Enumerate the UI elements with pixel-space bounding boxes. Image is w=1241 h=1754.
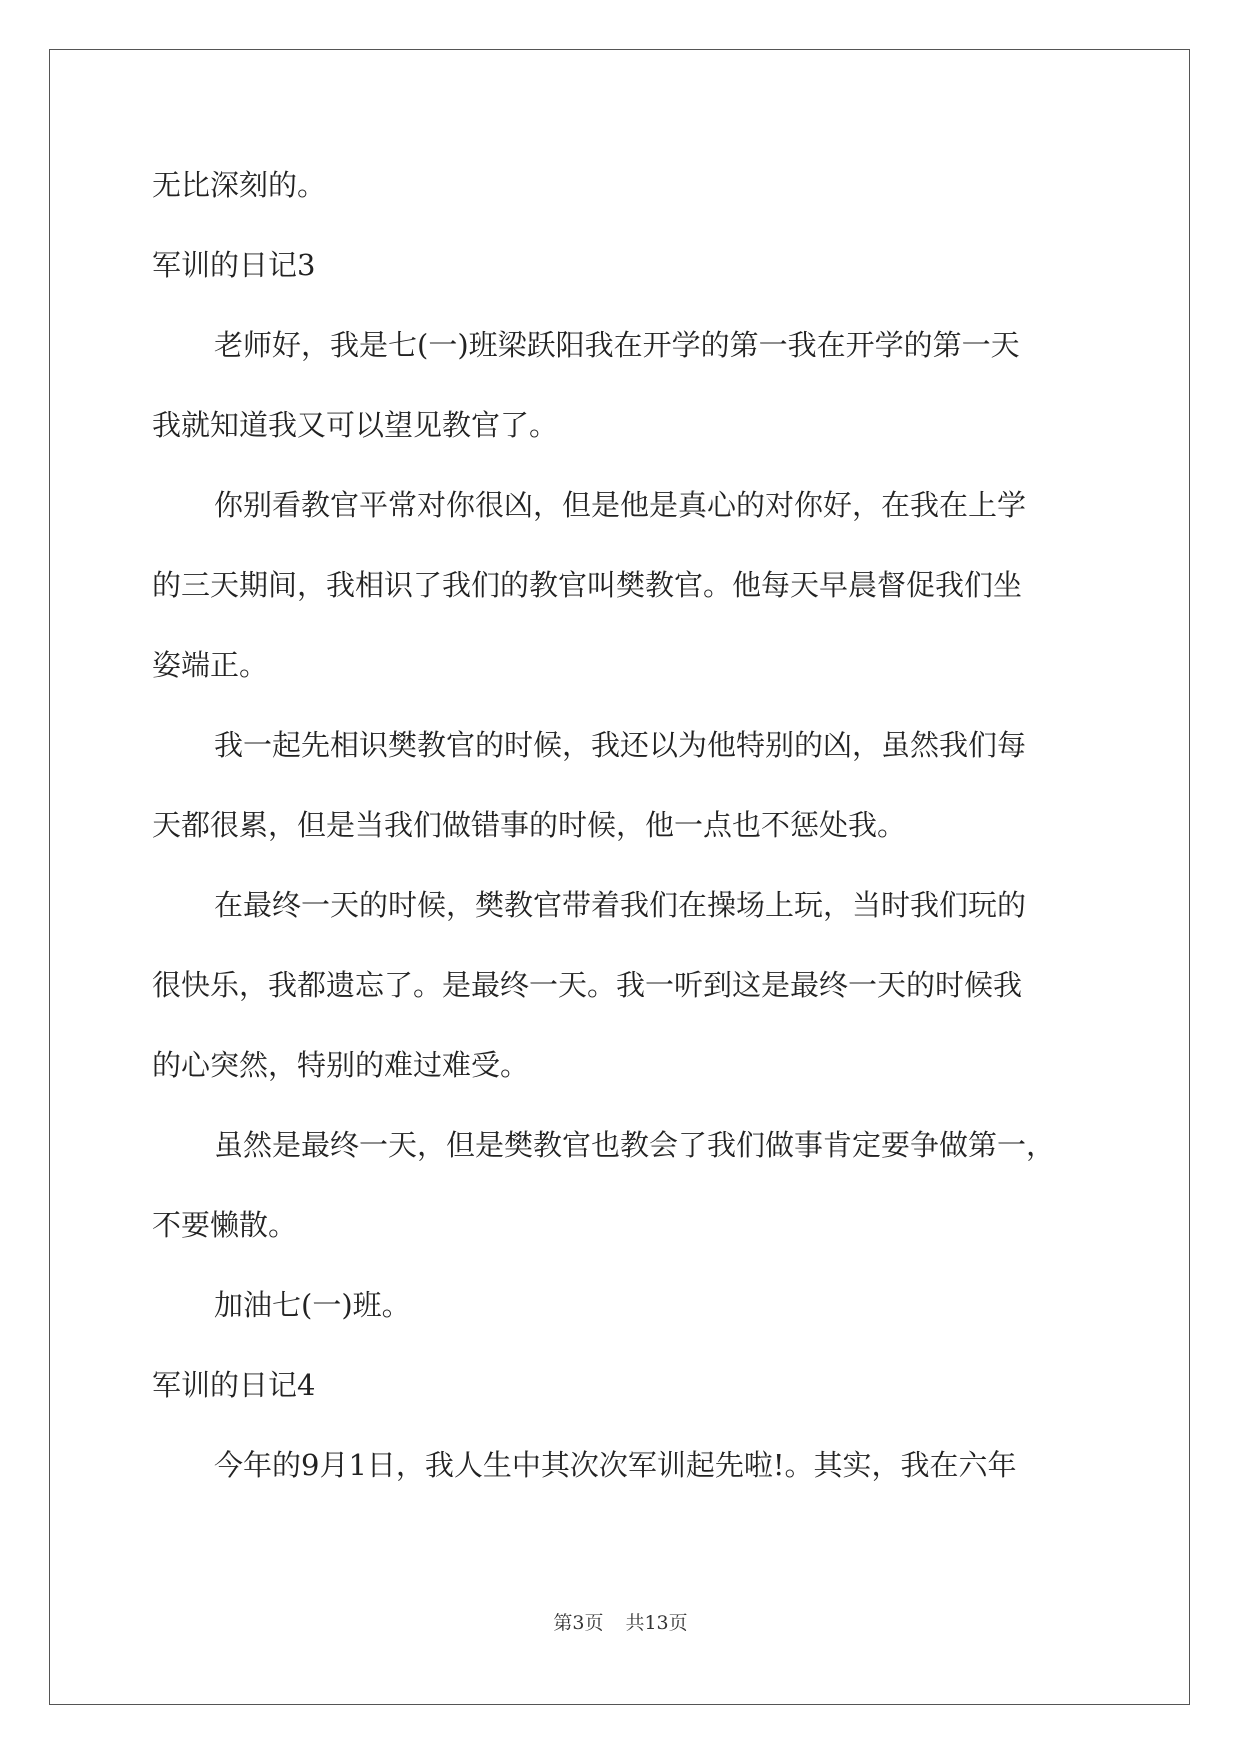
paragraph-line: 你别看教官平常对你很凶，但是他是真心的对你好，在我在上学	[214, 488, 1027, 522]
section-heading: 军训的日记4	[152, 1368, 316, 1402]
paragraph-line: 在最终一天的时候，樊教官带着我们在操场上玩，当时我们玩的	[214, 888, 1027, 922]
page-footer	[0, 1608, 1241, 1635]
paragraph-line: 加油七(一)班。	[214, 1288, 411, 1322]
page-number-total: 共13页	[625, 1612, 688, 1634]
paragraph-line: 天都很累，但是当我们做错事的时候，他一点也不惩处我。	[152, 808, 907, 842]
paragraph-line: 老师好，我是七(一)班梁跃阳我在开学的第一我在开学的第一天	[214, 328, 1020, 362]
paragraph-line: 的三天期间，我相识了我们的教官叫樊教官。他每天早晨督促我们坐	[152, 568, 1023, 602]
paragraph-line: 今年的9月1日，我人生中其次次军训起先啦!。其实，我在六年	[214, 1448, 1017, 1482]
paragraph-line: 无比深刻的。	[152, 168, 327, 202]
paragraph-line: 我一起先相识樊教官的时候，我还以为他特别的凶，虽然我们每	[214, 728, 1027, 762]
paragraph-line: 虽然是最终一天，但是樊教官也教会了我们做事肯定要争做第一，	[214, 1128, 1056, 1162]
page-number-current: 第3页	[553, 1612, 604, 1634]
paragraph-line: 姿端正。	[152, 648, 269, 682]
paragraph-line: 我就知道我又可以望见教官了。	[152, 408, 559, 442]
paragraph-line: 很快乐，我都遗忘了。是最终一天。我一听到这是最终一天的时候我	[152, 968, 1023, 1002]
section-heading: 军训的日记3	[152, 248, 316, 282]
paragraph-line: 的心突然，特别的难过难受。	[152, 1048, 530, 1082]
paragraph-line: 不要懒散。	[152, 1208, 298, 1242]
